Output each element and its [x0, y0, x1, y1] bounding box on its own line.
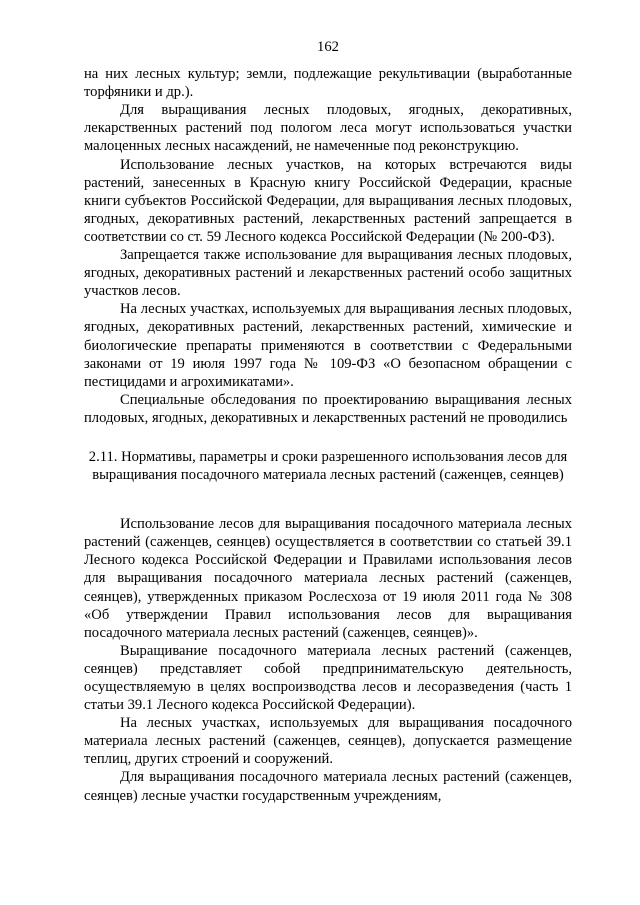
paragraph: Для выращивания посадочного материала лесных растений (саженцев, сеянцев) лесные участки государственным учреждениям, [84, 769, 572, 804]
paragraph: Использование лесных участков, на которых встречаются виды растений, занесенных в Красную книгу Российской Федерации, красные книги субъектов Российской Федерации, для выращивания лесных плодовых, ягодных, декоративных растений, лекарственных растений запрещается в соответствии со ст. 59 Лесного кодекса Российской Федерации (№ 200-ФЗ). [84, 156, 572, 245]
paragraph-continuation: на них лесных культур; земли, подлежащие рекультивации (выработанные торфяники и др.). [84, 66, 572, 101]
paragraph: Использование лесов для выращивания посадочного материала лесных растений (саженцев, сеянцев) осуществляется в соответствии со статьей 39.1 Лесного кодекса Российской Федерации и Правилами использования лесов для выращивания посадочного материала лесных растений (саженцев, сеянцев), утвержденных приказом Рослесхоза от 19 июля 2011 года № 308 «Об утверждении Правил использования лесов для выращивания посадочного материала лесных растений (саженцев, сеянцев)». [84, 516, 572, 641]
document-page [84, 38, 572, 805]
section-heading: 2.11. Нормативы, параметры и сроки разрешенного использования лесов для выращивания посадочного материала лесных растений (саженцев, сеянцев) [88, 448, 568, 484]
page-number: 162 [317, 39, 339, 55]
paragraph: Для выращивания лесных плодовых, ягодных, декоративных, лекарственных растений под пологом леса могут использоваться участки малоценных лесных насаждений, не намеченные под реконструкцию. [84, 102, 572, 155]
paragraph: Запрещается также использование для выращивания лесных плодовых, ягодных, декоративных растений и лекарственных растений особо защитных участков лесов. [84, 247, 572, 300]
paragraph: На лесных участках, используемых для выращивания посадочного материала лесных растений (саженцев, сеянцев), допускается размещение теплиц, других строений и сооружений. [84, 715, 572, 768]
paragraph: На лесных участках, используемых для выращивания лесных плодовых, ягодных, декоративных растений, лекарственных растений, химические и биологические препараты применяются в соответствии с Федеральными законами от 19 июля 1997 года № 109-ФЗ «О безопасном обращении с пестицидами и агрохимикатами». [84, 301, 572, 390]
paragraph: Специальные обследования по проектированию выращивания лесных плодовых, ягодных, декоративных и лекарственных растений не проводились [84, 391, 572, 426]
paragraph: Выращивание посадочного материала лесных растений (саженцев, сеянцев) представляет собой предпринимательскую деятельность, осуществляемую в целях воспроизводства лесов и лесоразведения (часть 1 статьи 39.1 Лесного кодекса Российской Федерации). [84, 642, 572, 714]
